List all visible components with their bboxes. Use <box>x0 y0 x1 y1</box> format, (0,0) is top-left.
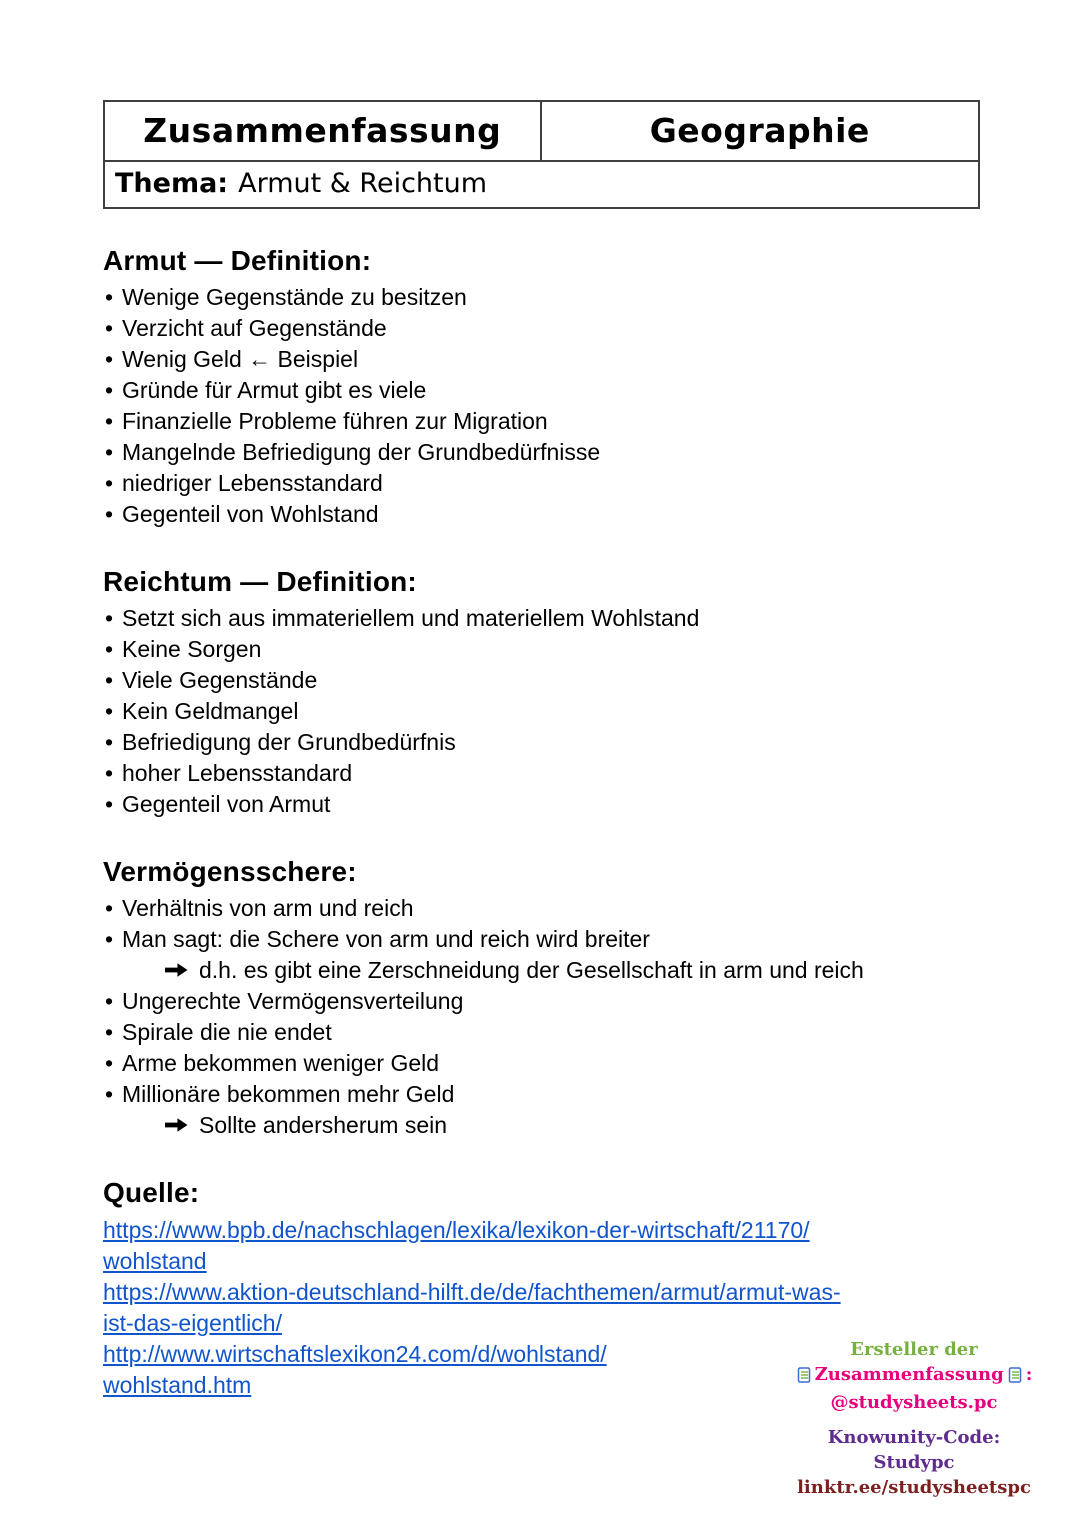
source-link-line[interactable]: wohlstand.htm <box>103 1372 252 1398</box>
creator-label: Ersteller der <box>850 1339 978 1360</box>
header-table <box>103 100 980 209</box>
source-link-line[interactable]: https://www.bpb.de/nachschlagen/lexika/lexikon-der-wirtschaft/21170/ <box>103 1217 810 1243</box>
section-title-quelle: Quelle: <box>103 1177 200 1208</box>
arrow-note-text: d.h. es gibt eine Zerschneidung der Gesellschaft in arm und reich <box>199 957 864 983</box>
source-link-aktion-deutschland-hilft[interactable] <box>103 1277 980 1339</box>
topic-label: Thema: <box>115 168 229 199</box>
list-item: • Gegenteil von Armut <box>103 789 963 820</box>
list-item: • Gegenteil von Wohlstand <box>103 499 963 530</box>
list-item: • Viele Gegenstände <box>103 665 963 696</box>
section-title-reichtum: Reichtum — Definition: <box>103 566 417 597</box>
knowunity-code-label: Knowunity-Code: <box>827 1426 1001 1448</box>
source-link-bpb[interactable] <box>103 1215 980 1277</box>
subject-title: Geographie <box>649 111 870 150</box>
list-item: • Verzicht auf Gegenstände <box>103 313 963 344</box>
notebook-icon <box>796 1367 812 1383</box>
list-item: • Mangelnde Befriedigung der Grundbedürfnisse <box>103 437 963 468</box>
list-item: • Ungerechte Vermögensverteilung <box>103 986 963 1017</box>
list-item: • Millionäre bekommen mehr Geld <box>103 1079 963 1110</box>
section-reichtum <box>103 566 980 820</box>
list-item: • Verhältnis von arm und reich <box>103 893 963 924</box>
list-item: • Gründe für Armut gibt es viele <box>103 375 963 406</box>
header-title-row <box>105 102 978 162</box>
source-link-line[interactable]: http://www.wirtschaftslexikon24.com/d/wohlstand/ <box>103 1341 607 1367</box>
section-armut <box>103 245 980 530</box>
list-item: • Arme bekommen weniger Geld <box>103 1048 963 1079</box>
list-item: • Befriedigung der Grundbedürfnis <box>103 727 963 758</box>
source-link-line[interactable]: ist-das-eigentlich/ <box>103 1310 282 1336</box>
topic-value: Armut & Reichtum <box>238 168 488 199</box>
creator-watermark <box>778 1337 1050 1500</box>
list-item: • Setzt sich aus immateriellem und materiellem Wohlstand <box>103 603 963 634</box>
list-item: • Man sagt: die Schere von arm und reich wird breiter <box>103 924 963 955</box>
knowunity-code-value: Studypc <box>873 1451 955 1473</box>
notebook-icon <box>1007 1367 1023 1383</box>
list-item: • Finanzielle Probleme führen zur Migration <box>103 406 963 437</box>
list-item: • Keine Sorgen <box>103 634 963 665</box>
section-vermoegensschere <box>103 856 980 1141</box>
arrow-icon <box>165 1117 188 1133</box>
creator-handle: @studysheets.pc <box>830 1391 998 1413</box>
arrow-note-text: Sollte andersherum sein <box>199 1112 448 1138</box>
list-item: • Spirale die nie endet <box>103 1017 963 1048</box>
creator-title: Zusammenfassung <box>814 1364 1004 1385</box>
list-item: • Wenig Geld ← Beispiel <box>103 344 963 375</box>
list-item: • niedriger Lebensstandard <box>103 468 963 499</box>
section-title-vermoegensschere: Vermögensschere: <box>103 856 357 887</box>
arrow-note <box>165 1110 945 1141</box>
creator-title-row <box>796 1362 1033 1387</box>
list-item: • Wenige Gegenstände zu besitzen <box>103 282 963 313</box>
watermark-spacer <box>778 1415 1050 1425</box>
doc-type-title: Zusammenfassung <box>105 102 542 160</box>
creator-title-suffix: : <box>1025 1364 1033 1385</box>
topic-row <box>105 162 978 207</box>
section-title-armut: Armut — Definition: <box>103 245 372 276</box>
source-link-line[interactable]: https://www.aktion-deutschland-hilft.de/de/fachthemen/armut/armut-was- <box>103 1279 841 1305</box>
source-link-line[interactable]: wohlstand <box>103 1248 207 1274</box>
linktree-url: linktr.ee/studysheetspc <box>797 1476 1031 1498</box>
arrow-icon <box>165 962 188 978</box>
list-item: • hoher Lebensstandard <box>103 758 963 789</box>
arrow-note <box>165 955 945 986</box>
list-item: • Kein Geldmangel <box>103 696 963 727</box>
